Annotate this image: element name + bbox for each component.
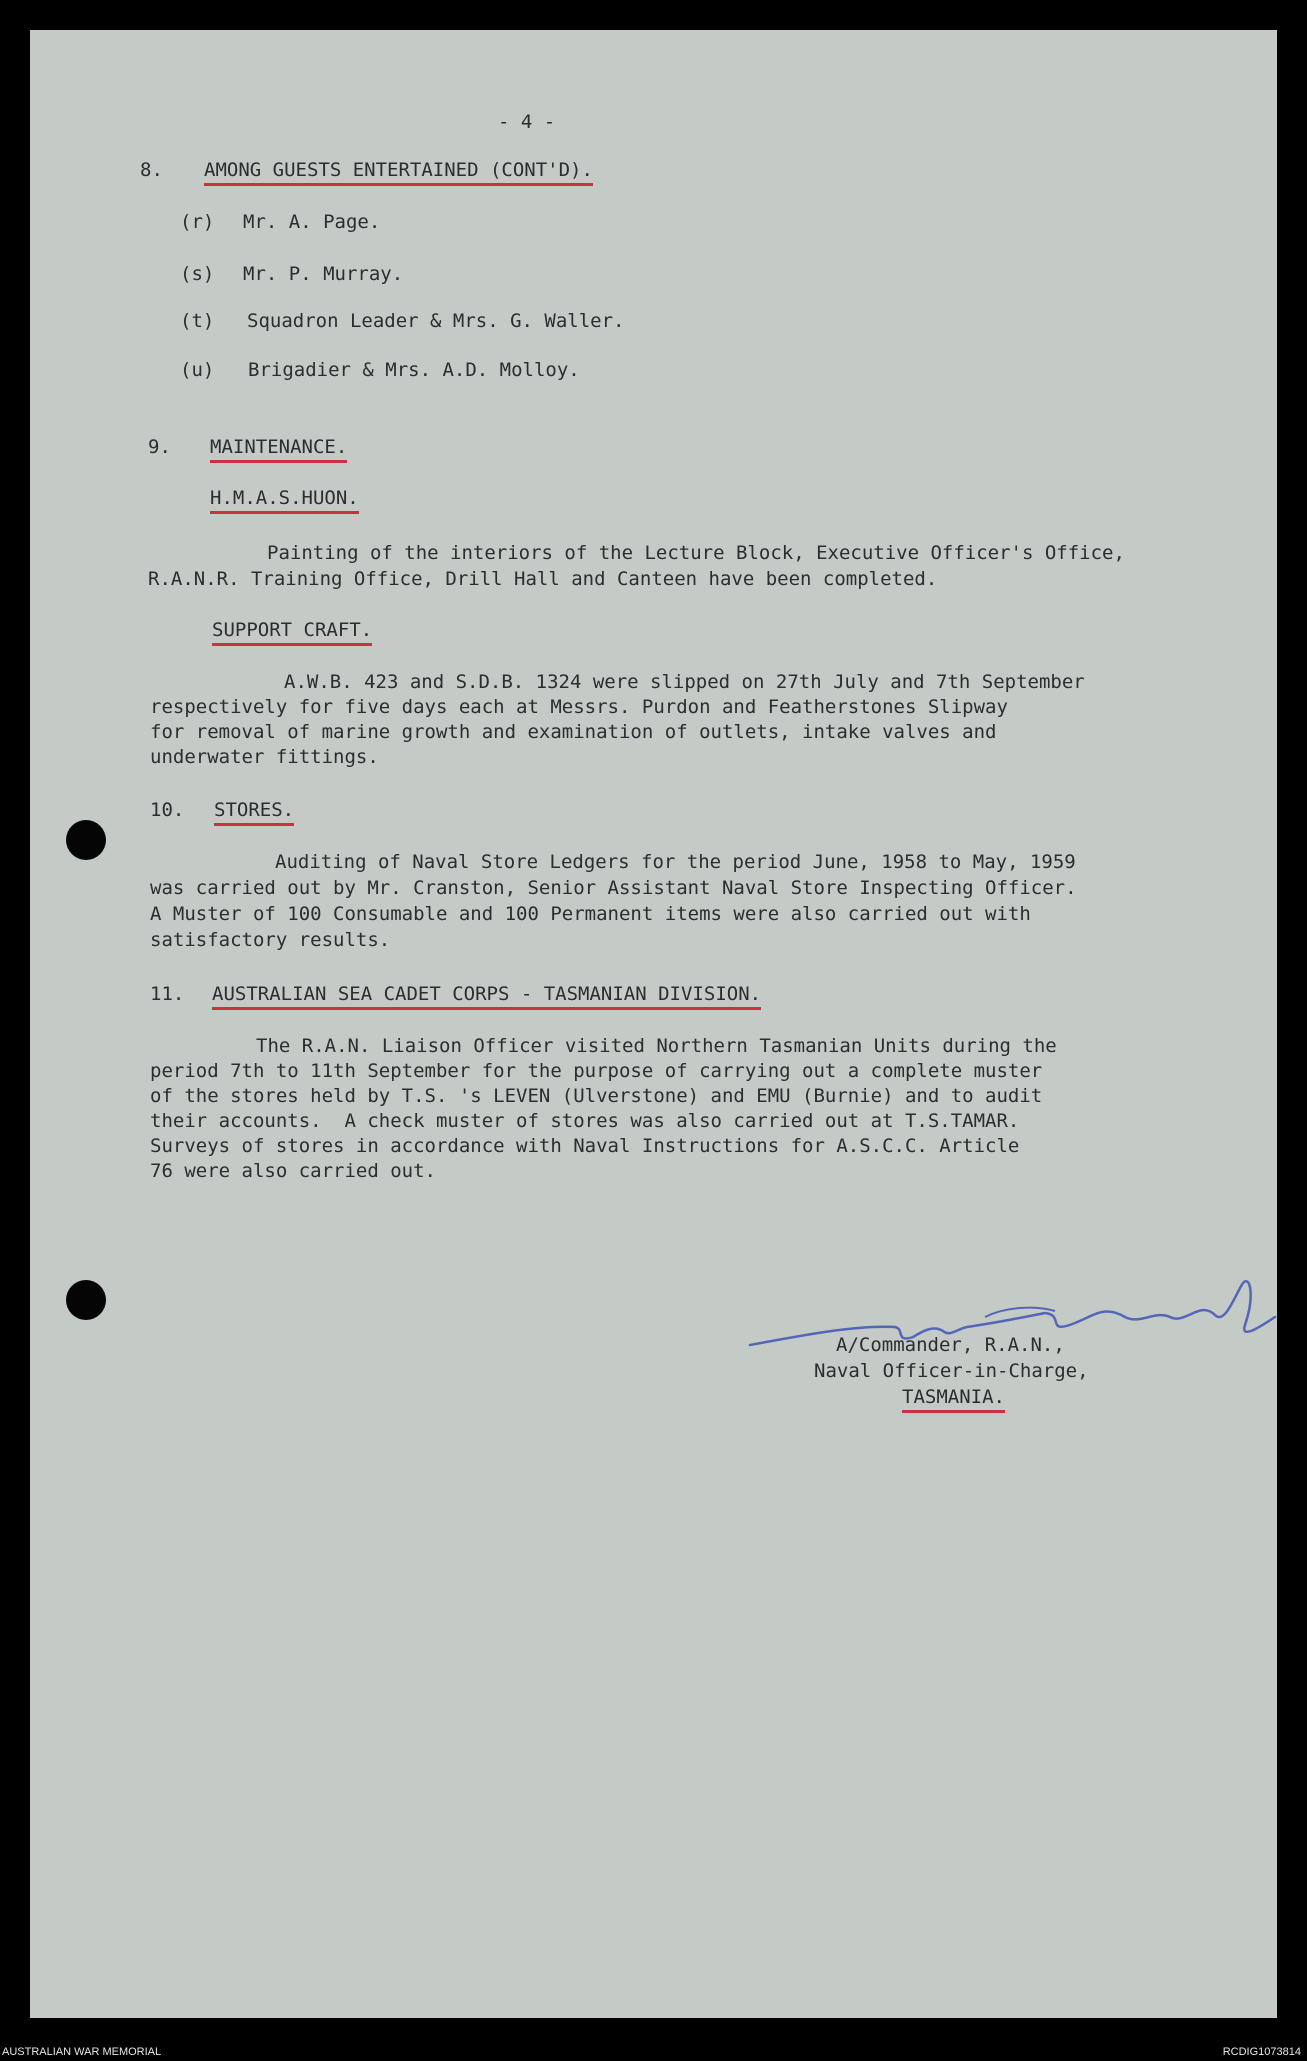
document-page [30, 30, 1277, 2018]
guest-text-u: Brigadier & Mrs. A.D. Molloy. [248, 359, 580, 381]
support-line-4: underwater fittings. [150, 746, 379, 768]
guest-label-t: (t) [180, 310, 215, 332]
guest-text-s: Mr. P. Murray. [243, 263, 404, 285]
support-line-1: A.W.B. 423 and S.D.B. 1324 were slipped on 27th July and 7th September [284, 671, 1085, 693]
section-9-heading: MAINTENANCE. [210, 435, 347, 463]
guest-label-r: (r) [180, 211, 215, 233]
support-craft-heading: SUPPORT CRAFT. [212, 618, 372, 646]
cadet-line-2: period 7th to 11th September for the purpose of carrying out a complete muster [150, 1060, 1043, 1082]
guest-label-s: (s) [180, 263, 215, 285]
page-number: - 4 - [498, 111, 556, 133]
punch-hole-lower [66, 1280, 106, 1320]
section-11-number: 11. [150, 983, 185, 1005]
section-8-number: 8. [140, 159, 163, 181]
section-8-heading: AMONG GUESTS ENTERTAINED (CONT'D). [204, 158, 593, 186]
section-10-heading: STORES. [214, 798, 294, 826]
huon-line-2: R.A.N.R. Training Office, Drill Hall and Canteen have been completed. [148, 568, 938, 590]
section-11-heading: AUSTRALIAN SEA CADET CORPS - TASMANIAN DIVISION. [212, 982, 761, 1010]
stores-line-2: was carried out by Mr. Cranston, Senior Assistant Naval Store Inspecting Officer. [150, 877, 1077, 899]
cadet-line-1: The R.A.N. Liaison Officer visited Northern Tasmanian Units during the [256, 1035, 1057, 1057]
guest-label-u: (u) [180, 359, 215, 381]
signature-line-3: TASMANIA. [902, 1385, 1005, 1413]
footer-right: RCDIG1073814 [1222, 2046, 1301, 2058]
guest-text-r: Mr. A. Page. [243, 211, 381, 233]
cadet-line-3: of the stores held by T.S. 's LEVEN (Ulverstone) and EMU (Burnie) and to audit [150, 1085, 1043, 1107]
huon-line-1: Painting of the interiors of the Lecture Block, Executive Officer's Office, [267, 542, 1125, 564]
section-9-number: 9. [148, 436, 171, 458]
stores-line-3: A Muster of 100 Consumable and 100 Permanent items were also carried out with [150, 903, 1031, 925]
support-line-3: for removal of marine growth and examination of outlets, intake valves and [150, 721, 997, 743]
guest-text-t: Squadron Leader & Mrs. G. Waller. [247, 310, 625, 332]
stores-line-4: satisfactory results. [150, 929, 391, 951]
punch-hole-upper [66, 820, 106, 860]
stores-line-1: Auditing of Naval Store Ledgers for the period June, 1958 to May, 1959 [275, 851, 1076, 873]
support-line-2: respectively for five days each at Messrs. Purdon and Featherstones Slipway [150, 696, 1008, 718]
signature-line-1: A/Commander, R.A.N., [836, 1334, 1065, 1356]
cadet-line-5: Surveys of stores in accordance with Naval Instructions for A.S.C.C. Article [150, 1135, 1020, 1157]
signature-line-2: Naval Officer-in-Charge, [814, 1360, 1089, 1382]
cadet-line-6: 76 were also carried out. [150, 1160, 436, 1182]
section-10-number: 10. [150, 799, 185, 821]
huon-heading: H.M.A.S.HUON. [210, 486, 359, 514]
footer-left: AUSTRALIAN WAR MEMORIAL [2, 2046, 162, 2058]
cadet-line-4: their accounts. A check muster of stores was also carried out at T.S.TAMAR. [150, 1110, 1020, 1132]
